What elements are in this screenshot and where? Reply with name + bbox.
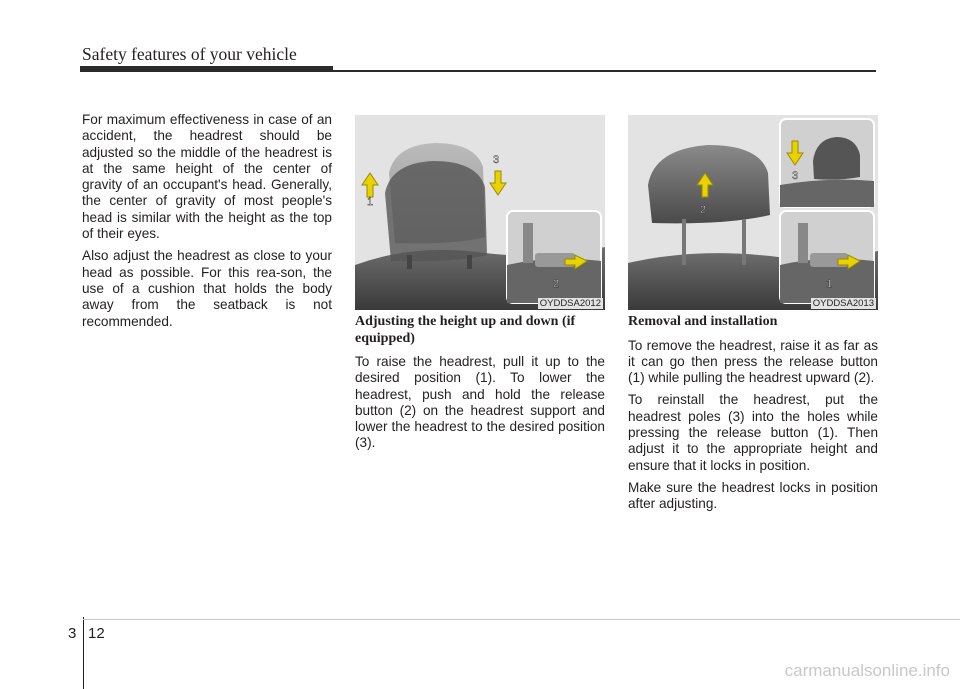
headrest-shape bbox=[385, 161, 487, 261]
headrest-pole bbox=[407, 255, 412, 269]
watermark: carmanualsonline.info bbox=[784, 661, 950, 680]
paragraph: Also adjust the headrest as close to your head as possible. For this rea-son, the use of a cushion that holds the body away from the seatback is not recommended. bbox=[82, 248, 332, 329]
section-heading: Adjusting the height up and down (if equipped) bbox=[355, 314, 576, 346]
headrest-pole bbox=[682, 219, 686, 265]
callout-3: 3 bbox=[792, 170, 799, 182]
paragraph: To remove the headrest, raise it as far as it can go then press the release button (1) while pulling the headrest upward (2). bbox=[628, 337, 878, 386]
page-number: 12 bbox=[88, 625, 105, 642]
headrest-pole bbox=[742, 219, 746, 265]
callout-1: 1 bbox=[367, 196, 374, 208]
footer-rule-horizontal bbox=[83, 619, 960, 620]
figure-headrest-removal bbox=[628, 115, 878, 310]
headrest-height-illustration bbox=[355, 115, 605, 310]
column-3 bbox=[628, 314, 878, 518]
callout-2: 2 bbox=[700, 204, 707, 216]
column-1 bbox=[82, 112, 332, 336]
paragraph: To reinstall the headrest, put the headrest poles (3) into the holes while pressing the release button (1). Then adjust it to the appropriate height and ensure that it locks in position. bbox=[628, 392, 878, 473]
paragraph: For maximum effectiveness in case of an accident, the headrest should be adjusted so the middle of the headrest is at the same height of the center of gravity of an occupant's head. Generally, the center of gravity of most people's head is similar with the height as the top of their eyes. bbox=[82, 112, 332, 242]
figure-headrest-height-adjust bbox=[355, 115, 605, 310]
column-2 bbox=[355, 314, 605, 458]
header-rule-thick bbox=[80, 66, 333, 72]
callout-3: 3 bbox=[493, 154, 500, 166]
arrow-down-icon bbox=[490, 171, 506, 195]
callout-2: 2 bbox=[553, 278, 560, 290]
paragraph: Make sure the headrest locks in position after adjusting. bbox=[628, 479, 878, 512]
inset-seat bbox=[780, 180, 874, 207]
footer-rule-vertical bbox=[83, 617, 84, 689]
section-heading: Removal and installation bbox=[628, 314, 778, 329]
inset-pole bbox=[523, 223, 533, 263]
page-header-title: Safety features of your vehicle bbox=[82, 44, 297, 64]
callout-1: 1 bbox=[826, 278, 833, 290]
headrest-pole bbox=[467, 255, 472, 269]
headrest-removal-illustration bbox=[628, 115, 878, 310]
paragraph: To raise the headrest, pull it up to the desired position (1). To lower the headrest, push and hold the release button (2) on the headrest support and lower the headrest to the desired position (3). bbox=[355, 354, 605, 451]
figure-code: OYDDSA2013 bbox=[812, 298, 874, 309]
figure-code: OYDDSA2012 bbox=[539, 298, 601, 309]
chapter-number: 3 bbox=[68, 625, 77, 642]
inset-pole bbox=[798, 223, 808, 263]
arrow-up-icon bbox=[362, 173, 378, 197]
header-rule-thin bbox=[333, 70, 876, 72]
